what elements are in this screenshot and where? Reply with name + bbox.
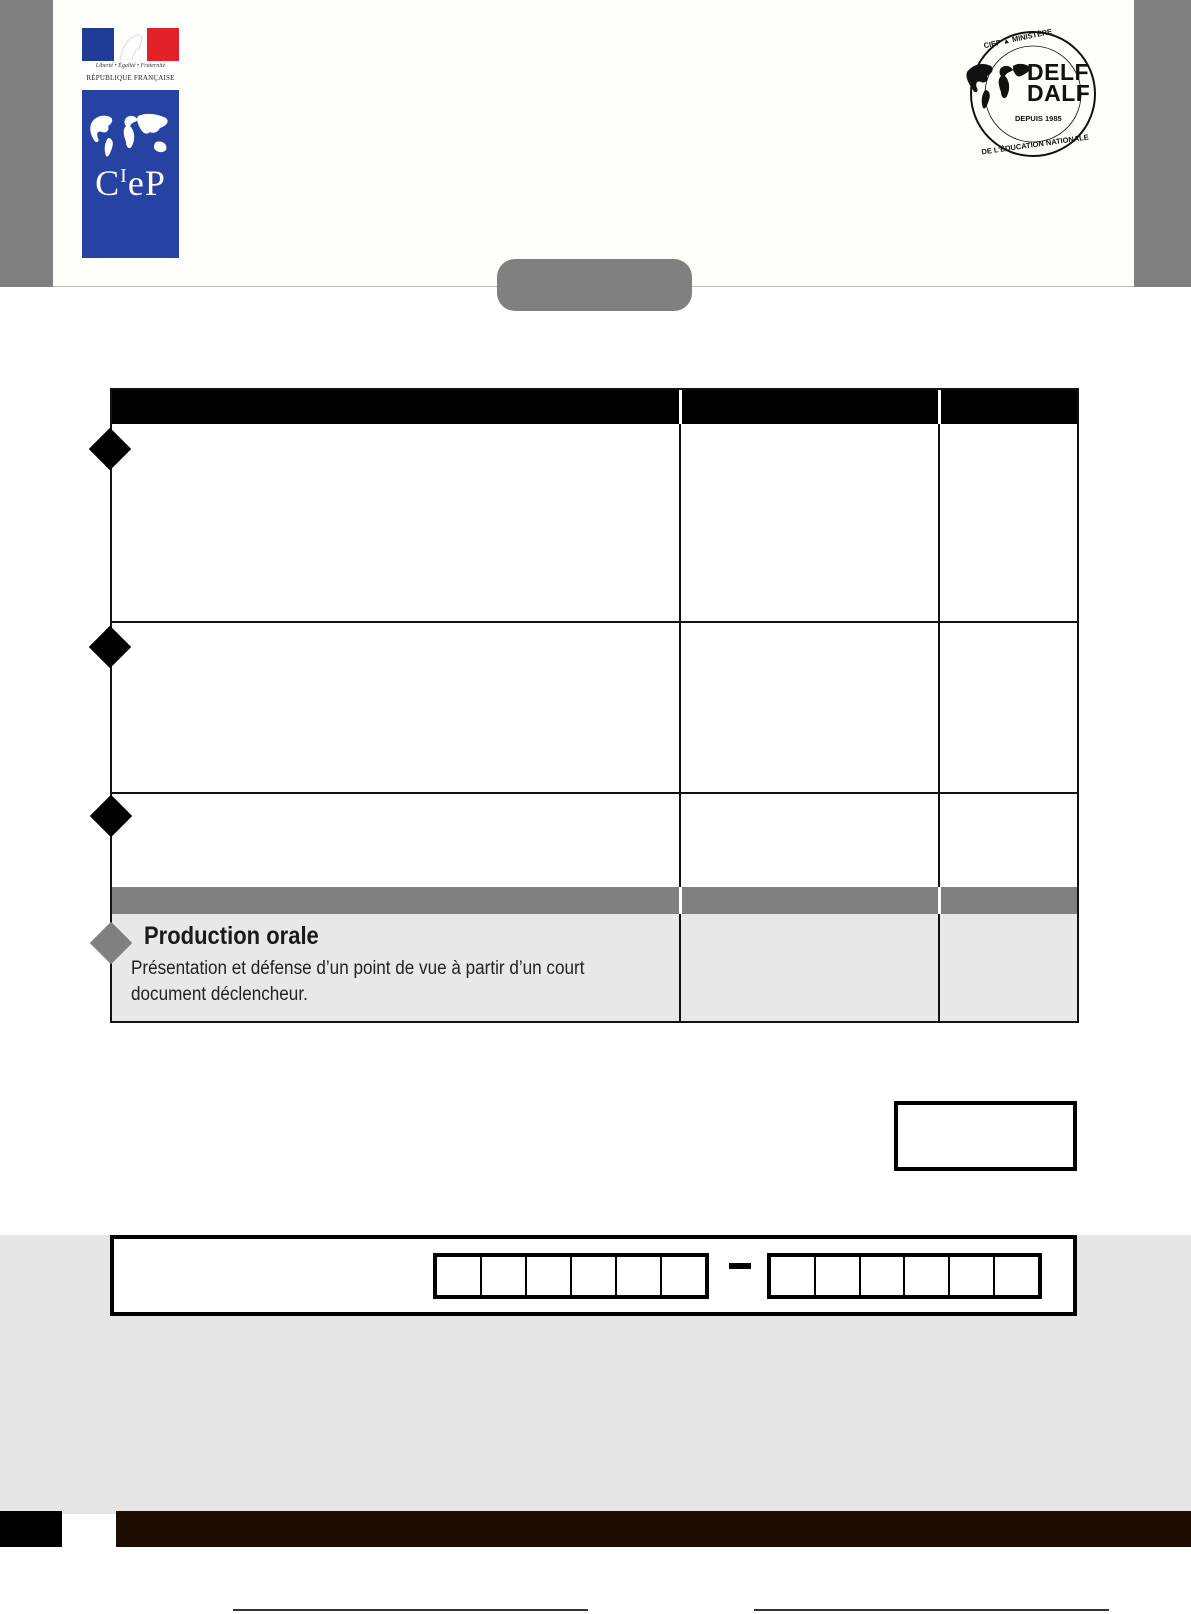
delf-dalf-logo xyxy=(961,28,1111,160)
code-digit-cell[interactable] xyxy=(662,1257,705,1295)
signature-line xyxy=(233,1609,588,1611)
row-divider xyxy=(112,792,1077,794)
header-tab-pill xyxy=(497,259,692,311)
column-divider xyxy=(679,914,681,1021)
column-divider xyxy=(938,424,940,887)
code-separator-dash xyxy=(729,1263,751,1269)
ciep-wordmark: $C^IeP$ xyxy=(95,163,166,203)
delf-label: DELF xyxy=(1027,59,1090,85)
delf-ring-bottom-text: DE L'ÉDUCATION NATIONALE xyxy=(980,132,1090,157)
footer-page-tab xyxy=(0,1511,62,1547)
code-digit-cell[interactable] xyxy=(572,1257,617,1295)
world-map-icon xyxy=(88,108,174,160)
ciep-logo xyxy=(82,90,179,258)
code-digit-cell[interactable] xyxy=(995,1257,1038,1295)
code-digit-cell[interactable] xyxy=(617,1257,662,1295)
republique-francaise-logo xyxy=(82,28,179,86)
footer-bar xyxy=(116,1511,1191,1547)
code-digit-cell[interactable] xyxy=(482,1257,527,1295)
header-separator xyxy=(679,390,682,424)
code-digit-cell[interactable] xyxy=(950,1257,995,1295)
dalf-label: DALF xyxy=(1027,80,1091,106)
code-digit-cell[interactable] xyxy=(527,1257,572,1295)
total-score-box[interactable] xyxy=(894,1101,1077,1171)
code-group-2 xyxy=(767,1253,1042,1299)
marianne-profile-icon xyxy=(112,30,152,60)
delf-ring-top-text: CIEP ▲ MINISTÈRE xyxy=(982,26,1053,51)
production-orale-title: Production orale xyxy=(144,922,319,950)
delf-since-label: DEPUIS 1985 xyxy=(1015,114,1062,123)
header-side-band-right xyxy=(1134,0,1191,287)
code-digit-cell[interactable] xyxy=(905,1257,950,1295)
code-digit-cell[interactable] xyxy=(771,1257,816,1295)
gray-row-separator xyxy=(938,887,941,914)
code-group-1 xyxy=(433,1253,709,1299)
republic-motto: Liberté • Égalité • Fraternité xyxy=(95,63,166,69)
table-gray-row xyxy=(112,887,1077,914)
republic-name: RÉPUBLIQUE FRANÇAISE xyxy=(86,74,175,82)
code-digit-cell[interactable] xyxy=(861,1257,906,1295)
code-digit-cell[interactable] xyxy=(816,1257,861,1295)
production-orale-description: Présentation et défense d’un point de vue à partir d’un court document déclencheur. xyxy=(131,958,585,1005)
delf-dalf-wordmark xyxy=(1027,59,1091,106)
code-digit-cell[interactable] xyxy=(437,1257,482,1295)
column-divider xyxy=(938,914,940,1021)
column-divider xyxy=(679,424,681,887)
table-header-row xyxy=(112,390,1077,424)
candidate-code-panel xyxy=(110,1235,1077,1316)
gray-row-separator xyxy=(679,887,682,914)
row-divider xyxy=(112,621,1077,623)
signature-line xyxy=(754,1609,1109,1611)
header-side-band-left xyxy=(0,0,53,287)
header-separator xyxy=(938,390,941,424)
